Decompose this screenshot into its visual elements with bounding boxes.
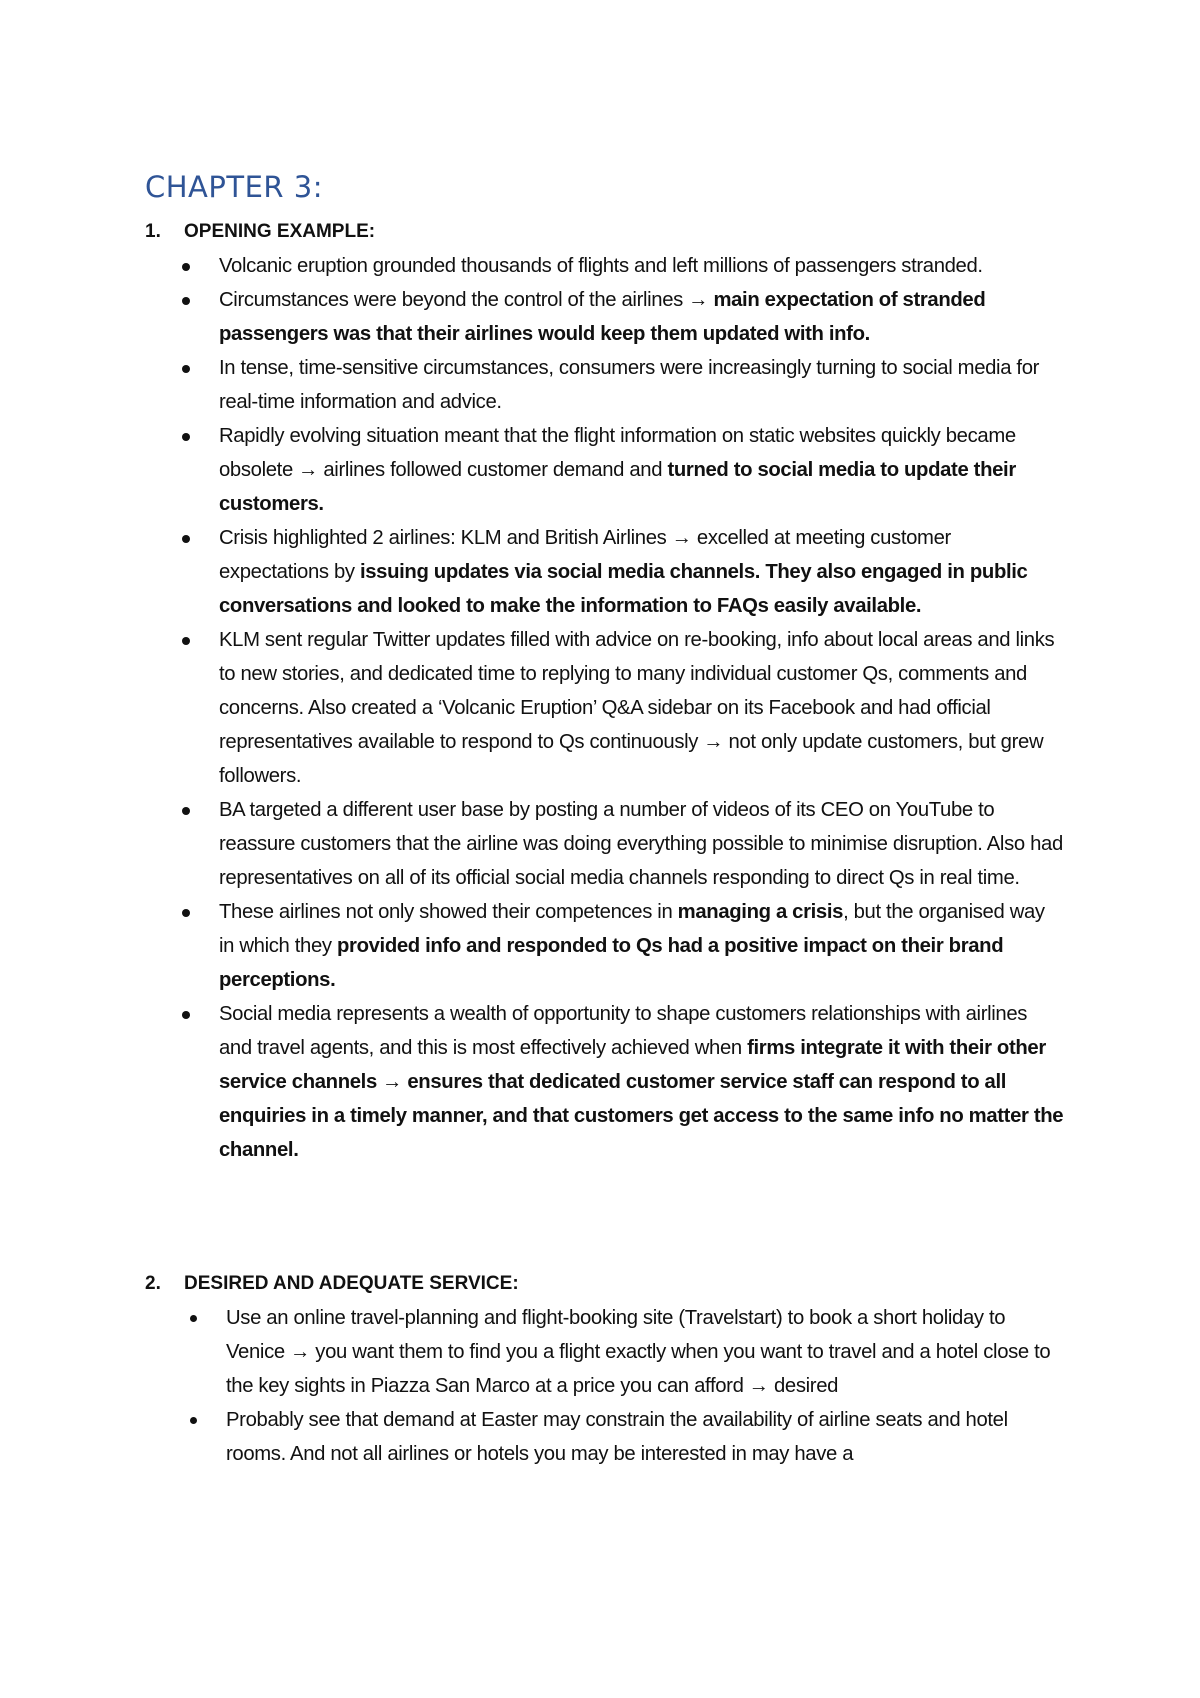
bullet-item xyxy=(145,521,1065,623)
chapter-title: CHAPTER 3: xyxy=(145,170,324,204)
bullet-icon xyxy=(182,807,190,815)
section-heading xyxy=(145,1267,1065,1301)
bullet-icon xyxy=(182,297,190,305)
bullet-icon xyxy=(190,1417,197,1424)
text-run: Use an online travel-planning and flight-booking site (Travelstart) to book a short holiday to Venice → you want them to find you a flight exactly when you want to travel and a hotel close to the key sights in Piazza San Marco at a price you can afford → desired xyxy=(226,1307,1051,1397)
section-heading xyxy=(145,215,1065,249)
bullet-list xyxy=(145,1301,1065,1471)
text-run: These airlines not only showed their competences in xyxy=(219,901,678,923)
text-run: Social media represents a wealth of opportunity to shape customers relationships with airlines and travel agents, and this is most effectively achieved when xyxy=(219,1003,1028,1059)
bold-text-run: managing a crisis xyxy=(677,901,844,923)
section-title: OPENING EXAMPLE: xyxy=(184,221,376,242)
bullet-icon xyxy=(182,433,190,441)
text-run: Crisis highlighted 2 airlines: KLM and British Airlines → excelled at meeting customer expectations by xyxy=(219,527,951,583)
bold-text-run: turned to social media to update their customers. xyxy=(219,459,1016,515)
bullet-icon xyxy=(190,1315,197,1322)
text-run: Probably see that demand at Easter may constrain the availability of airline seats and hotel rooms. And not all airlines or hotels you may be interested in may have a xyxy=(226,1409,1008,1465)
section-title: DESIRED AND ADEQUATE SERVICE: xyxy=(184,1273,519,1294)
bullet-item xyxy=(145,1301,1065,1403)
text-run: Circumstances were beyond the control of the airlines → xyxy=(219,289,714,311)
bold-text-run: firms integrate it with their other service channels → ensures that dedicated customer service staff can respond to all enquiries in a timely manner, and that customers get access to the same info no matter the channel. xyxy=(219,1037,1064,1161)
bullet-icon xyxy=(182,1011,190,1019)
bullet-icon xyxy=(182,909,190,917)
bullet-list xyxy=(145,249,1065,1167)
bullet-item xyxy=(145,249,1065,283)
bullet-item xyxy=(145,895,1065,997)
bullet-icon xyxy=(182,637,190,645)
bold-text-run: provided info and responded to Qs had a positive impact on their brand perceptions. xyxy=(219,935,1004,991)
bullet-icon xyxy=(182,263,190,271)
bullet-item xyxy=(145,283,1065,351)
text-run: , but the organised way in which they xyxy=(219,901,1045,957)
text-run: Volcanic eruption grounded thousands of flights and left millions of passengers stranded. xyxy=(219,255,983,277)
bold-text-run: main expectation of stranded passengers was that their airlines would keep them updated with info. xyxy=(219,289,986,345)
bullet-item xyxy=(145,793,1065,895)
bullet-item xyxy=(145,623,1065,793)
bullet-item xyxy=(145,997,1065,1167)
bullet-item xyxy=(145,1403,1065,1471)
section-desired-adequate-service xyxy=(145,1267,1065,1471)
bullet-icon xyxy=(182,365,190,373)
text-run: BA targeted a different user base by posting a number of videos of its CEO on YouTube to reassure customers that the airline was doing everything possible to minimise disruption. Also had representatives on all of its official social media channels responding to direct Qs in real time. xyxy=(219,799,1063,889)
bullet-item xyxy=(145,351,1065,419)
section-opening-example xyxy=(145,215,1065,1167)
text-run: Rapidly evolving situation meant that the flight information on static websites quickly became obsolete → airlines followed customer demand and xyxy=(219,425,1016,481)
section-number: 2. xyxy=(145,1273,161,1294)
section-number: 1. xyxy=(145,221,161,242)
text-run: In tense, time-sensitive circumstances, consumers were increasingly turning to social media for real-time information and advice. xyxy=(219,357,1040,413)
bullet-icon xyxy=(182,535,190,543)
bullet-item xyxy=(145,419,1065,521)
bold-text-run: issuing updates via social media channels. They also engaged in public conversations and looked to make the information to FAQs easily available. xyxy=(219,561,1028,617)
text-run: KLM sent regular Twitter updates filled with advice on re-booking, info about local areas and links to new stories, and dedicated time to replying to many individual customer Qs, comments and concerns. Also created a ‘Volcanic Eruption’ Q&A sidebar on its Facebook and had official representatives available to respond to Qs continuously → not only update customers, but grew followers. xyxy=(219,629,1055,787)
